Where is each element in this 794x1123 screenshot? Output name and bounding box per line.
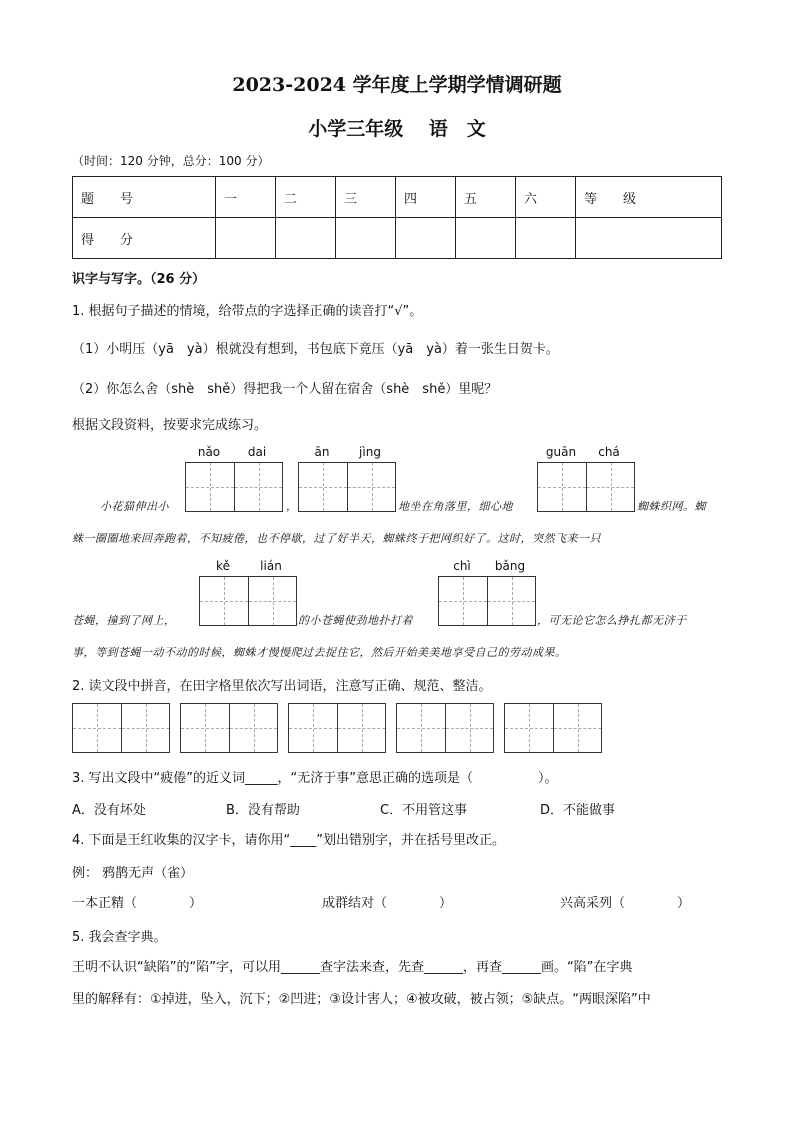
passage-instruction: 根据文段资料，按要求完成练习。: [72, 418, 268, 433]
score-cell[interactable]: [216, 218, 276, 259]
pinyin: lián: [260, 559, 282, 573]
passage-text: 事，等到苍蝇一动不动的时候，蜘蛛才慢慢爬过去捉住它，然后开始美美地享受自己的劳动成果。: [72, 646, 567, 659]
question-1-1: （1）小明压（yā yà）根就没有想到，书包底下竟压（yā yà）着一张生日贺卡。: [72, 342, 559, 357]
question-3: 3. 写出文段中“疲倦”的近义词_____，“无济于事”意思正确的选项是（ ）。: [72, 771, 558, 786]
question-5: 5. 我会查字典。: [72, 930, 167, 945]
passage-text: 的小苍蝇使劲地扑打着: [298, 614, 413, 627]
tianzige-naodai[interactable]: [185, 462, 283, 512]
pinyin: kě: [216, 559, 230, 573]
col-1: 一: [216, 177, 276, 218]
tianzige-anjing[interactable]: [298, 462, 396, 512]
option-c[interactable]: C．不用管这事: [380, 803, 468, 818]
answer-grid[interactable]: [72, 703, 170, 753]
pinyin: jìng: [359, 445, 381, 459]
score-cell[interactable]: [396, 218, 456, 259]
pinyin: chá: [598, 445, 620, 459]
passage-text: 蛛一圈圈地来回奔跑着，不知疲倦，也不停歇，过了好半天，蜘蛛终于把网织好了。这时，突然飞来一只: [72, 532, 601, 545]
score-cell[interactable]: [276, 218, 336, 259]
option-d[interactable]: D．不能做事: [540, 803, 616, 818]
tianzige-chibang[interactable]: [438, 576, 536, 626]
word-card[interactable]: 一本正精（ ）: [72, 896, 203, 911]
col-4: 四: [396, 177, 456, 218]
answer-grid[interactable]: [396, 703, 494, 753]
pinyin: dai: [247, 445, 267, 459]
pinyin: chì: [453, 559, 471, 573]
grade-cell[interactable]: [576, 218, 722, 259]
col-6: 六: [516, 177, 576, 218]
option-b[interactable]: B．没有帮助: [226, 803, 300, 818]
score-cell[interactable]: [336, 218, 396, 259]
tianzige-kelian[interactable]: [199, 576, 297, 626]
col-5: 五: [456, 177, 516, 218]
time-info: （时间：120 分钟，总分：100 分）: [72, 154, 270, 168]
pinyin: guān: [545, 445, 577, 459]
score-cell[interactable]: [516, 218, 576, 259]
section-heading: 识字与写字。（26 分）: [72, 272, 206, 287]
col-2: 二: [276, 177, 336, 218]
pinyin: bǎng: [494, 559, 526, 573]
question-1-2: （2）你怎么舍（shè shě）得把我一个人留在宿舍（shè shě）里呢？: [72, 382, 498, 397]
row-label-score: 得 分: [73, 218, 216, 259]
pinyin: nǎo: [197, 445, 221, 459]
col-grade: 等 级: [576, 177, 722, 218]
answer-grid[interactable]: [288, 703, 386, 753]
passage-text: 小花猫伸出小: [100, 500, 169, 513]
word-card[interactable]: 成群结对（ ）: [322, 896, 453, 911]
passage-text: ，: [286, 500, 298, 513]
passage-text: 蜘蛛织网。蜘: [637, 500, 706, 513]
col-3: 三: [336, 177, 396, 218]
tianzige-guancha[interactable]: [537, 462, 635, 512]
pinyin: ān: [314, 445, 330, 459]
exam-title: 2023-2024 学年度上学期学情调研题: [232, 74, 562, 96]
question-1: 1. 根据句子描述的情境，给带点的字选择正确的读音打“√”。: [72, 304, 423, 319]
question-4: 4. 下面是王红收集的汉字卡，请你用“____”划出错别字，并在括号里改正。: [72, 833, 506, 848]
question-4-example: 例： 鸦鹊无声（雀）: [72, 866, 194, 881]
word-card[interactable]: 兴高采列（ ）: [560, 896, 691, 911]
question-5-text: 王明不认识“缺陷”的“陷”字，可以用______查字法来查，先查______，再查______画。“陷”在字典: [72, 960, 633, 975]
question-5-text: 里的解释有：①掉进，坠入，沉下；②凹进；③设计害人；④被攻破，被占领；⑤缺点。“两眼深陷”中: [72, 992, 651, 1007]
exam-subtitle: 小学三年级 语 文: [308, 118, 486, 140]
question-2: 2. 读文段中拼音，在田字格里依次写出词语，注意写正确、规范、整洁。: [72, 679, 492, 694]
score-table: [72, 176, 722, 259]
answer-grid[interactable]: [180, 703, 278, 753]
passage-text: 地坐在角落里，细心地: [398, 500, 513, 513]
score-cell[interactable]: [456, 218, 516, 259]
passage-text: 苍蝇，撞到了网上，: [72, 614, 176, 627]
passage-text: ，可无论它怎么挣扎都无济于: [537, 614, 687, 627]
row-label-number: 题 号: [73, 177, 216, 218]
option-a[interactable]: A．没有坏处: [72, 803, 146, 818]
answer-grid[interactable]: [504, 703, 602, 753]
